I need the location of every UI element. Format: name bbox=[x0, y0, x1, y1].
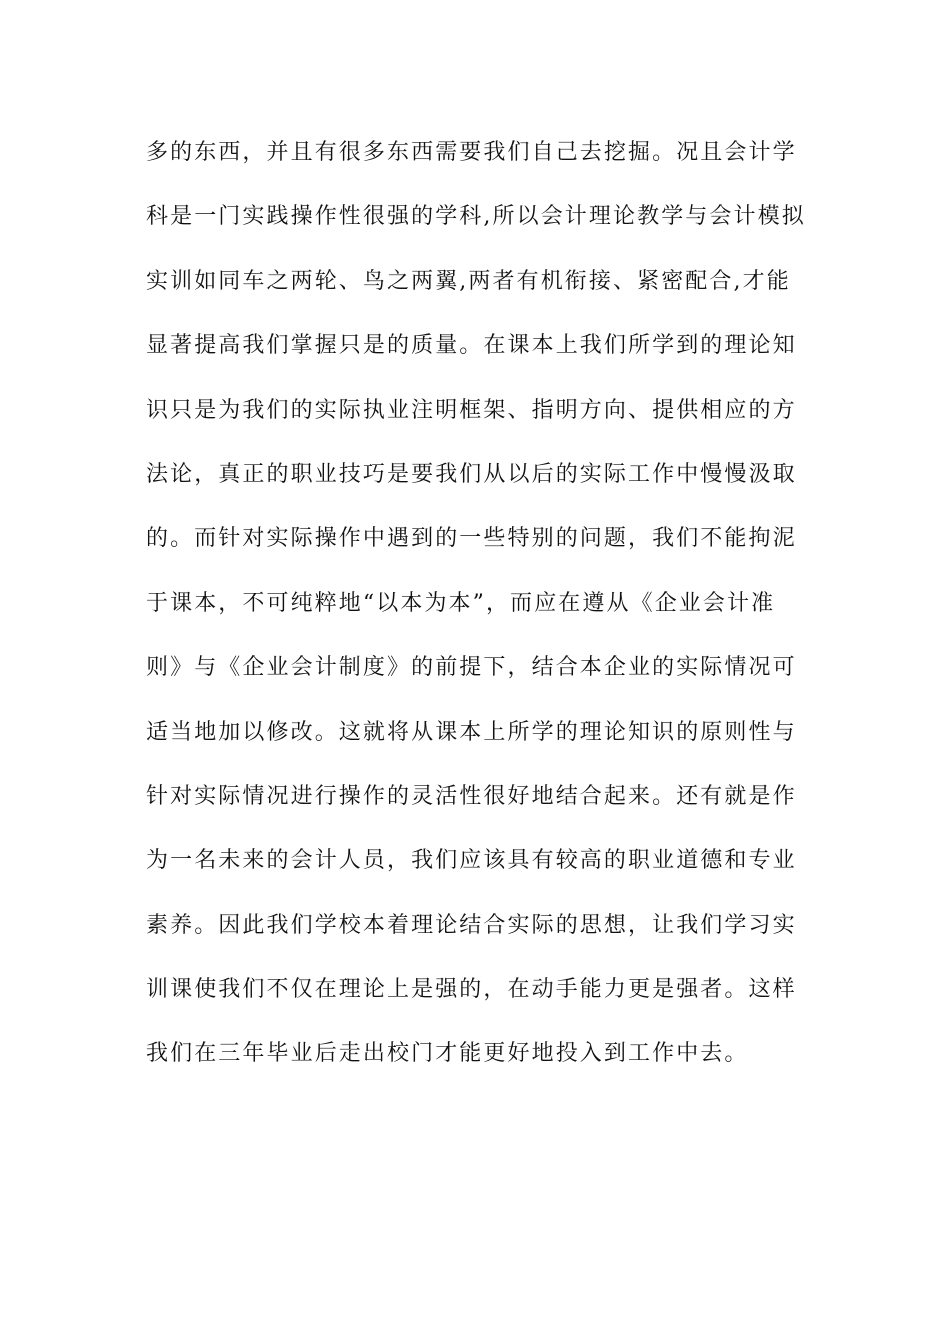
text-line-9: 则》与《企业会计制度》的前提下，结合本企业的实际情况可 bbox=[146, 655, 797, 681]
text-line-11: 针对实际情况进行操作的灵活性很好地结合起来。还有就是作 bbox=[146, 783, 797, 809]
text-line-15: 我们在三年毕业后走出校门才能更好地投入到工作中去。 bbox=[146, 1041, 749, 1067]
text-line-13: 素养。因此我们学校本着理论结合实际的思想，让我们学习实 bbox=[146, 912, 797, 938]
text-line-4: 显著提高我们掌握只是的质量。在课本上我们所学到的理论知 bbox=[146, 333, 797, 359]
text-line-7: 的。而针对实际操作中遇到的一些特别的问题，我们不能拘泥 bbox=[146, 526, 797, 552]
text-line-8: 于课本，不可纯粹地“以本为本”，而应在遵从《企业会计准 bbox=[146, 590, 776, 616]
text-line-6: 法论，真正的职业技巧是要我们从以后的实际工作中慢慢汲取 bbox=[146, 461, 797, 487]
text-line-14: 训课使我们不仅在理论上是强的，在动手能力更是强者。这样 bbox=[146, 977, 797, 1003]
text-line-3: 实训如同车之两轮、鸟之两翼,两者有机衔接、紧密配合,才能 bbox=[146, 268, 791, 294]
text-line-1: 多的东西，并且有很多东西需要我们自己去挖掘。况且会计学 bbox=[146, 140, 797, 165]
text-line-12: 为一名未来的会计人员，我们应该具有较高的职业道德和专业 bbox=[146, 848, 797, 874]
body-paragraph bbox=[146, 128, 816, 1094]
text-line-10: 适当地加以修改。这就将从课本上所学的理论知识的原则性与 bbox=[146, 719, 797, 745]
text-line-2: 科是一门实践操作性很强的学科,所以会计理论教学与会计模拟 bbox=[146, 204, 806, 230]
text-line-5: 识只是为我们的实际执业注明框架、指明方向、提供相应的方 bbox=[146, 397, 797, 423]
